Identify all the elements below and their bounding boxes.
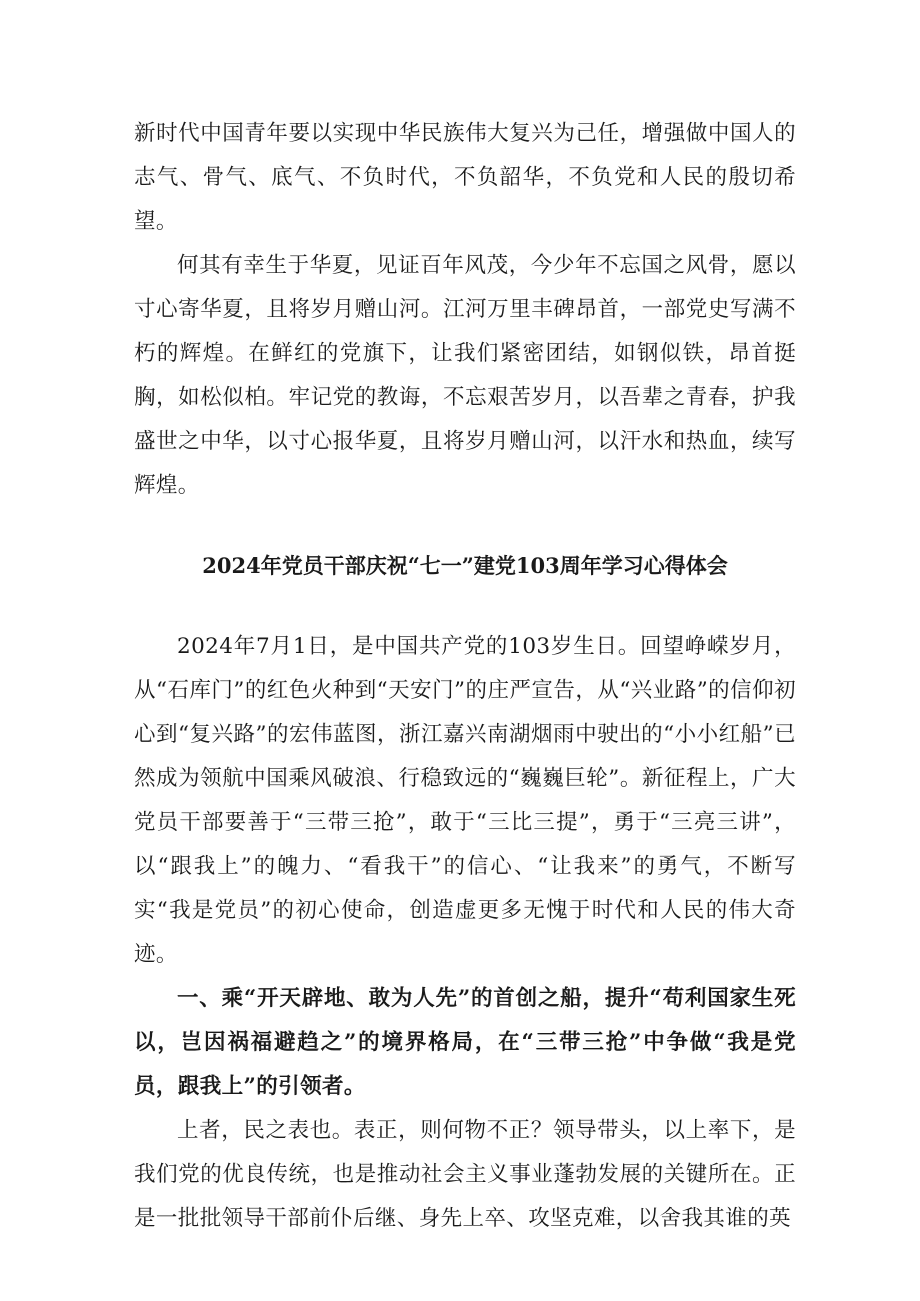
paragraph-2: 何其有幸生于华夏，见证百年风茂，今少年不忘国之风骨，愿以寸心寄华夏，且将岁月赠山河。江河万里丰碑昂首，一部党史写满不朽的辉煌。在鲜红的党旗下，让我们紧密团结，如钢似铁，昂首挺胸，如松似柏。牢记党的教诲，不忘艰苦岁月，以吾辈之青春，护我盛世之中华，以寸心报华夏，且将岁月赠山河，以汗水和热血，续写辉煌。 [134, 253, 796, 498]
spacer [134, 508, 796, 544]
paragraph-4: 上者，民之表也。表正，则何物不正？领导带头，以上率下，是我们党的优良传统，也是推动社会主义事业蓬勃发展的关键所在。正是一批批领导干部前仆后继、身先上卒、攻坚克难，以舍我其谁的英 [134, 1118, 796, 1231]
article-title: 2024年党员干部庆祝“七一”建党103周年学习心得体会 [202, 553, 728, 578]
spacer [134, 588, 796, 625]
document-page [134, 112, 796, 1241]
paragraph-3: 2024年7月1日，是中国共产党的103岁生日。回望峥嵘岁月，从“石库门”的红色火种到“天安门”的庄严宣告，从“兴业路”的信仰初心到“复兴路”的宏伟蓝图，浙江嘉兴南湖烟雨中驶出的“小小红船”已然成为领航中国乘风破浪、行稳致远的“巍巍巨轮”。新征程上，广大党员干部要善于“三带三抢”，敢于“三比三提”，勇于“三亮三讲”，以“跟我上”的魄力、“看我干”的信心、“让我来”的勇气，不断写实“我是党员”的初心使命，创造虚更多无愧于时代和人民的伟大奇迹。 [134, 634, 796, 967]
section-heading-1: 一、乘“开天辟地、敢为人先”的首创之船，提升“苟利国家生死以，岂因祸福避趋之”的境界格局，在“三带三抢”中争做“我是党员，跟我上”的引领者。 [134, 986, 796, 1099]
paragraph-1: 新时代中国青年要以实现中华民族伟大复兴为己任，增强做中国人的志气、骨气、底气、不负时代，不负韶华，不负党和人民的殷切希望。 [134, 121, 796, 234]
